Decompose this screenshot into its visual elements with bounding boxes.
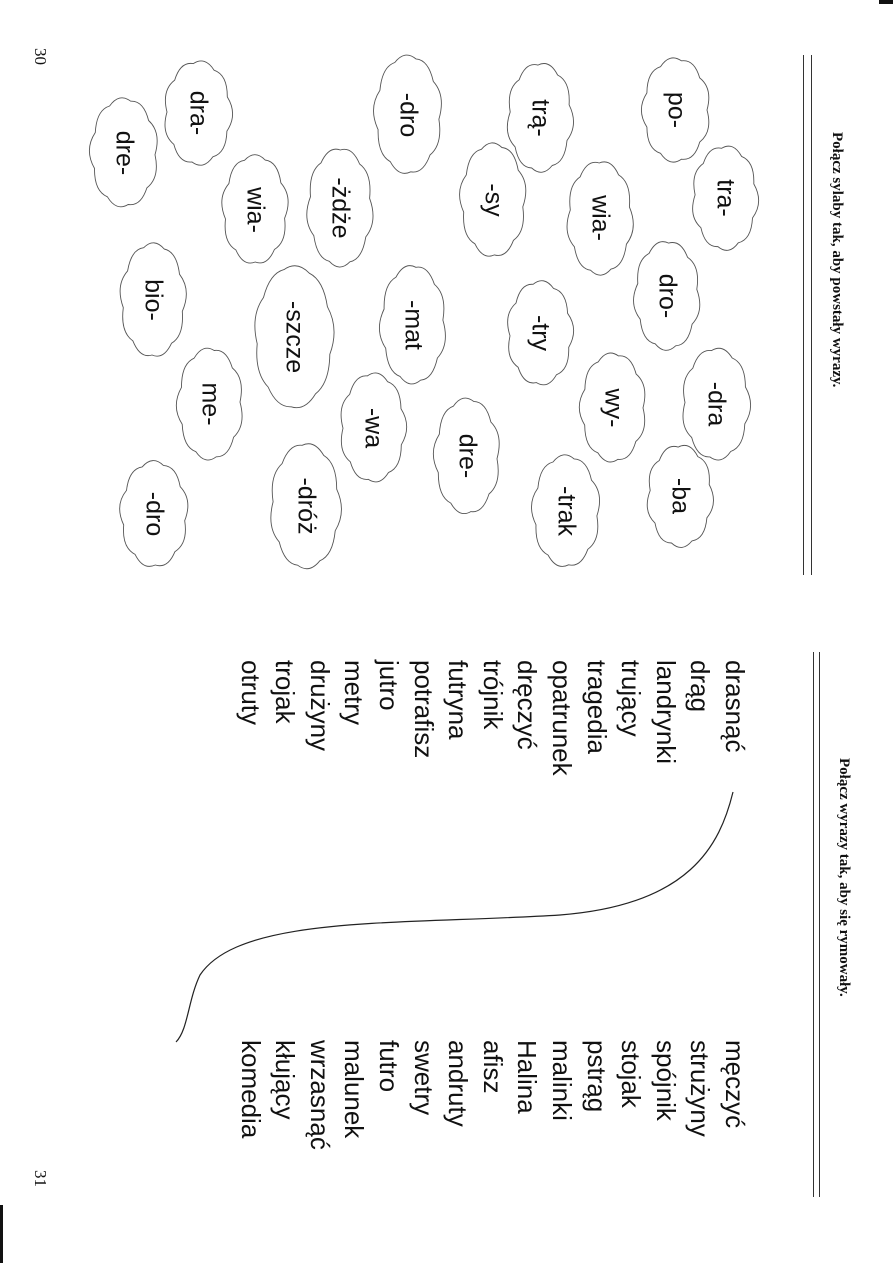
right-word[interactable]: swetry bbox=[408, 1040, 439, 1116]
syllable-text: -wa bbox=[359, 407, 388, 448]
syllable-text: dra- bbox=[184, 90, 213, 136]
syllable-text: -trak bbox=[552, 486, 581, 536]
left-word[interactable]: trójnik bbox=[477, 660, 508, 730]
right-word[interactable]: stojak bbox=[616, 1040, 647, 1108]
right-word[interactable]: pstrąg bbox=[581, 1040, 612, 1113]
right-word[interactable]: strużyny bbox=[685, 1040, 716, 1137]
syllable-text: -sy bbox=[479, 183, 508, 217]
left-word[interactable]: landrynki bbox=[650, 660, 681, 765]
right-word[interactable]: spójnik bbox=[650, 1040, 681, 1121]
left-word[interactable]: drużyny bbox=[304, 660, 335, 752]
syllable-text: -szcze bbox=[280, 300, 309, 374]
right-word[interactable]: męczyć bbox=[720, 1040, 750, 1129]
left-word[interactable]: trujący bbox=[616, 660, 647, 737]
page-number-left: 30 bbox=[31, 48, 50, 65]
syllable-text: -dróż bbox=[292, 477, 320, 535]
left-word[interactable]: opatrunek bbox=[547, 660, 578, 776]
left-word[interactable]: drasnąć bbox=[720, 660, 750, 753]
syllable-text: bio- bbox=[139, 279, 168, 321]
left-word[interactable]: potrafisz bbox=[408, 660, 439, 759]
right-word[interactable]: wrzasnąć bbox=[304, 1040, 335, 1150]
right-word[interactable]: afisz bbox=[477, 1040, 508, 1094]
syllable-text: dre- bbox=[110, 130, 139, 175]
right-word[interactable]: malunek bbox=[339, 1040, 370, 1139]
left-word[interactable]: metry bbox=[339, 660, 370, 725]
syllable-text: trą- bbox=[526, 98, 555, 137]
left-word[interactable]: otruty bbox=[235, 660, 266, 726]
right-word[interactable]: futro bbox=[374, 1040, 405, 1093]
left-word[interactable]: tragedia bbox=[581, 660, 612, 754]
syllable-text: -ba bbox=[666, 477, 695, 515]
syllable-text: me- bbox=[196, 382, 225, 426]
left-word[interactable]: drąg bbox=[685, 660, 716, 713]
left-word[interactable]: trojak bbox=[270, 660, 301, 724]
syllable-text: tra- bbox=[711, 179, 740, 217]
left-word[interactable]: dręczyć bbox=[512, 660, 543, 750]
syllable-text: -dro bbox=[140, 491, 169, 537]
right-word[interactable]: andruty bbox=[443, 1040, 474, 1127]
exercise-2-instruction: Połącz wyrazy tak, aby się rymowały. bbox=[836, 758, 852, 997]
syllable-text: po- bbox=[662, 91, 691, 129]
right-word[interactable]: Halina bbox=[512, 1040, 543, 1114]
page-number-right: 31 bbox=[31, 1170, 50, 1187]
left-word[interactable]: jutro bbox=[374, 660, 405, 711]
syllable-text: dro- bbox=[653, 273, 682, 318]
right-word[interactable]: kłujący bbox=[270, 1040, 301, 1120]
syllable-text: -dra bbox=[702, 381, 731, 427]
right-word[interactable]: komedia bbox=[235, 1040, 266, 1139]
right-word[interactable]: malinki bbox=[547, 1040, 578, 1121]
left-word[interactable]: futryna bbox=[443, 660, 474, 740]
syllable-text: wia- bbox=[586, 195, 615, 241]
syllable-text: -mat bbox=[399, 299, 428, 350]
syllable-text: wia- bbox=[241, 186, 270, 233]
syllable-text: -try bbox=[526, 314, 555, 352]
syllable-text: -dro bbox=[394, 92, 423, 137]
syllable-text: dre- bbox=[453, 433, 482, 479]
syllable-text: -żdże bbox=[326, 176, 355, 239]
syllable-text: wy- bbox=[599, 388, 628, 427]
exercise-1-instruction: Połącz sylaby tak, aby powstały wyrazy. bbox=[829, 132, 845, 388]
